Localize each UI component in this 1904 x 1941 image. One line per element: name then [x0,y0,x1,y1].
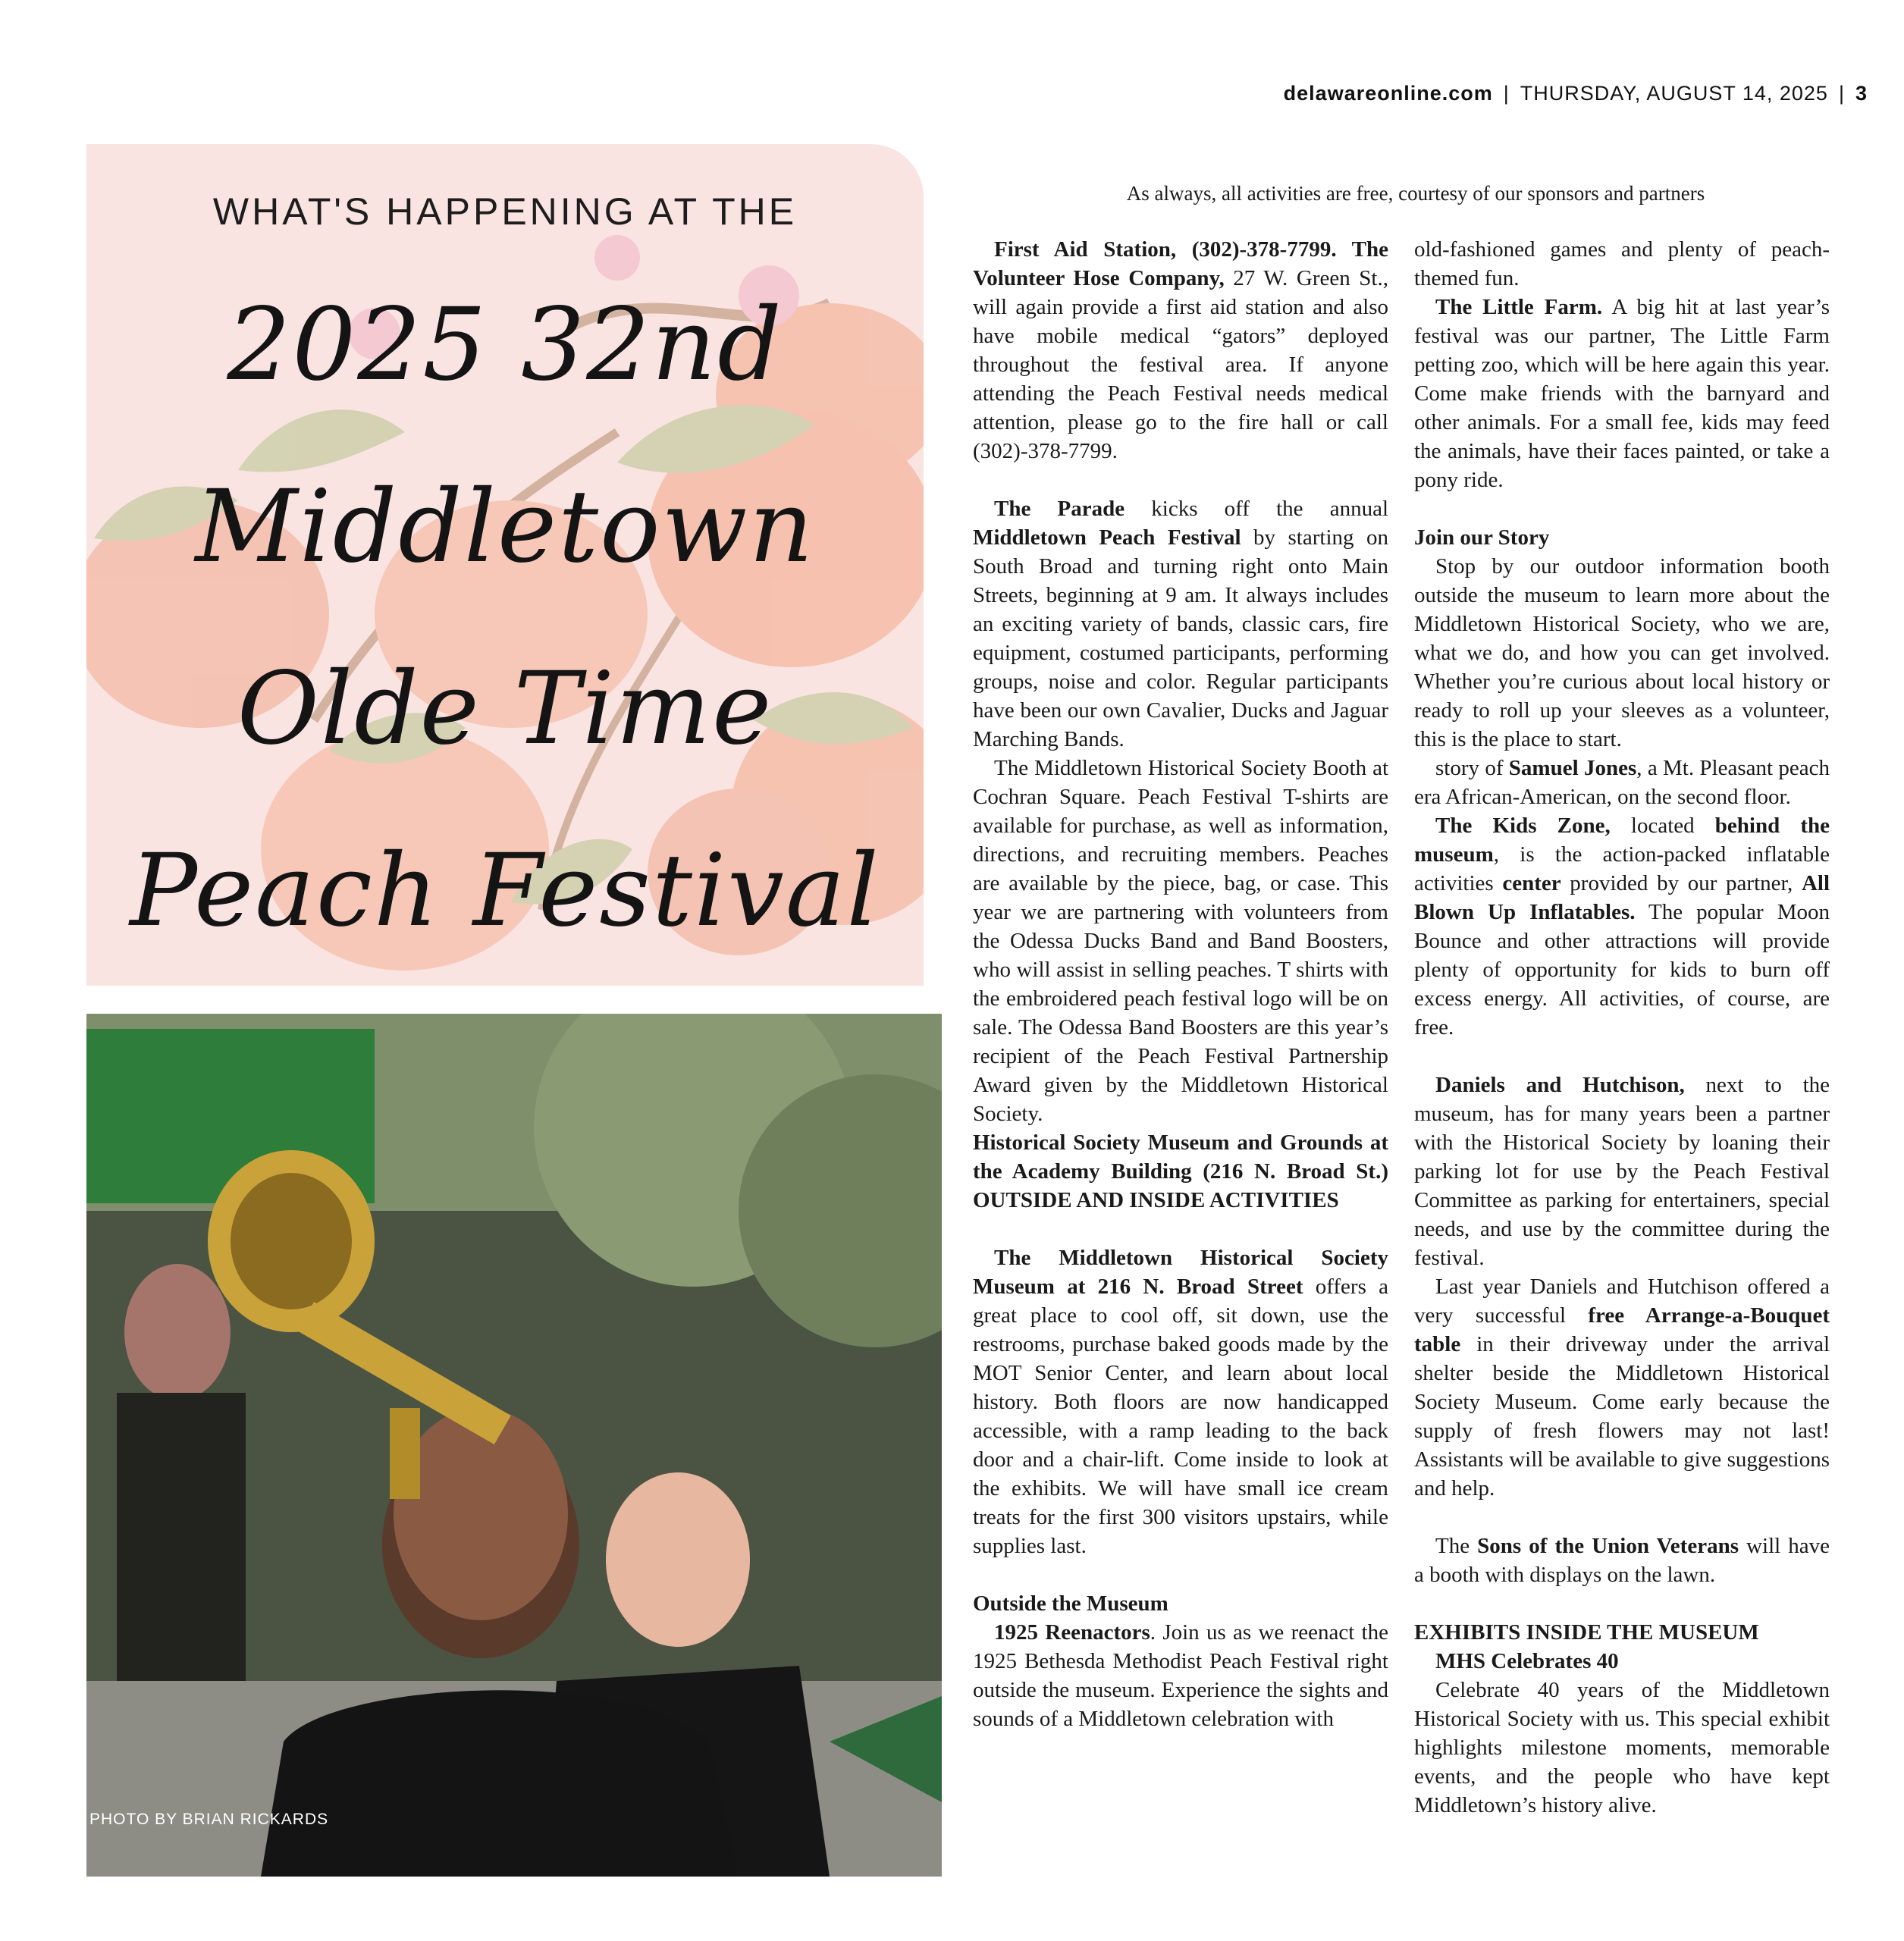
festival-headline [109,254,901,982]
sons-text: The [1435,1534,1478,1558]
paragraph-kids-zone [1414,811,1830,1042]
paragraph-sons-union [1414,1532,1830,1589]
paragraph-story: Stop by our outdoor information booth outside the museum to learn more about the Middletown Historical Society, who we are, what we do, and how you can get involved. Whether you’re curious about local history or ready to roll up your sleeves as a volunteer, this is the place to start. [1414,554,1830,751]
headline-line: Olde Time [237,651,773,767]
sons-text: will have a booth with displays on the lawn. [1414,1534,1830,1587]
spacer [973,466,1388,494]
festival-name: Middletown Peach Festival [973,525,1241,550]
jones-text: story of [1435,756,1509,780]
paragraph-booth: The Middletown Historical Society Booth at Cochran Square. Peach Festival T-shirts are available for purchase, as well as information, directions, and recruiting members. Peaches are available by the piece, bag, or case. This year we are partnering with volunteers from the Odessa Ducks Band and Band Boosters, who will assist in selling peaches. T shirts with the embroidered peach festival logo will be on sale. The Odessa Band Boosters are this year’s recipient of the Peach Festival Partnership Award given by the Middletown Historical Society. [973,756,1388,1126]
museum-label: The Middletown Historical Society Museum at 216 N. Broad Street [973,1246,1388,1299]
daniels-hutchison-label: Daniels and Hutchison, [1435,1073,1685,1097]
spacer [1414,494,1830,523]
kids-zone-text: The popular Moon Bounce and other attractions will provide plenty of opportunity for kids to burn off excess energy. All activities, of course, are free. [1414,900,1830,1039]
outside-heading: Outside the Museum [973,1591,1168,1616]
article-column-2 [1414,235,1830,1820]
paragraph-mhs-40: Celebrate 40 years of the Middletown Historical Society with us. This special exhibit highlights milestone moments, memorable events, and the people who have kept Middletown’s history alive. [1414,1678,1830,1817]
page-number: 3 [1855,82,1868,105]
kids-zone-label: The Kids Zone, [1435,814,1611,838]
headline-line: Peach Festival [130,833,880,949]
paragraph-continued: old-fashioned games and plenty of peach-themed fun. [1414,237,1830,290]
folio-separator: | [1503,82,1510,105]
sons-label: Sons of the Union Veterans [1477,1534,1739,1558]
bouquet-table-label: free Arrange-a-Bouquet table [1414,1303,1830,1356]
parade-text: kicks off the annual [1125,497,1389,521]
photo-illustration [86,1014,942,1877]
story-heading: Join our Story [1414,525,1550,550]
kids-zone-text: provided by our partner, [1561,871,1802,895]
paragraph-daniels-hutchison [1414,1071,1830,1272]
paragraph-first-aid [973,235,1388,466]
issue-date: THURSDAY, AUGUST 14, 2025 [1520,82,1828,105]
little-farm-label: The Little Farm. [1435,295,1603,319]
exhibits-heading: EXHIBITS INSIDE THE MUSEUM [1414,1620,1759,1645]
kids-zone-text: located [1610,814,1715,838]
paragraph-reenactors [973,1618,1388,1733]
spacer [1414,1589,1830,1618]
parade-label: The Parade [994,497,1125,521]
folio-separator: | [1838,82,1845,105]
reenactors-text: . Join us as we reenact the 1925 Bethesda Methodist Peach Festival right outside the museum. Experience the sights and sounds of a Middletown celebration with [973,1620,1388,1731]
site-name: delawareonline.com [1283,82,1493,105]
kids-zone-center: center [1502,871,1561,895]
paragraph-parade [973,494,1388,754]
article-column-1 [973,235,1388,1733]
title-kicker: WHAT'S HAPPENING AT THE [212,190,798,233]
jones-text: , a Mt. Pleasant peach era African-American, on the second floor. [1414,756,1830,809]
intro-line: As always, all activities are free, courtesy of our sponsors and partners [1126,182,1705,205]
photo-credit: PHOTO BY BRIAN RICKARDS [89,1811,329,1828]
little-farm-text: A big hit at last year’s festival was our partner, The Little Farm petting zoo, which will be here again this year. Come make friends with the barnyard and other animals. For a small fee, kids may feed the animals, have their faces painted, or take a pony ride. [1414,295,1830,492]
marching-band-photo [86,1014,942,1877]
headline-line: 2025 32nd [227,287,783,403]
spacer [1414,1042,1830,1071]
last-year-text: Last year Daniels and Hutchison offered a very successful [1414,1275,1830,1328]
paragraph-little-farm [1414,293,1830,494]
festival-title-card [86,144,924,986]
first-aid-text: 27 W. Green St., will again provide a first aid station and also have mobile medical “gators” deployed throughout the festival area. If anyone attending the Peach Festival needs medical attention, please go to the fire hall or call (302)-378-7799. [973,266,1388,463]
paragraph-samuel-jones [1414,754,1830,811]
page-folio [1284,82,1868,105]
parade-text: by starting on South Broad and turning right onto Main Streets, beginning at 9 am. It always includes an exciting variety of bands, classic cars, fire equipment, costumed participants, performing groups, noise and color. Regular participants have been our own Cavalier, Ducks and Jaguar Marching Bands. [973,525,1388,751]
spacer [973,1215,1388,1243]
grounds-heading: Historical Society Museum and Grounds at the Academy Building (216 N. Broad St.) OUTSIDE AND INSIDE ACTIVITIES [973,1130,1388,1212]
paragraph-last-year [1414,1272,1830,1503]
spacer [1414,1503,1830,1532]
kids-zone-text: , is the action-packed inflatable activities [1414,842,1830,895]
daniels-hutchison-text: next to the museum, has for many years been a partner with the Historical Society by loaning their parking lot for use by the Peach Festival Committee as parking for entertainers, special needs, and use by the committee during the festival. [1414,1073,1830,1270]
museum-text: offers a great place to cool off, sit down, use the restrooms, purchase baked goods made by the MOT Senior Center, and learn about local history. Both floors are now handicapped accessible, with a ramp leading to the back door and a chair-lift. Come inside to look at the exhibits. We will have small ice cream treats for the first 300 visitors upstairs, while supplies last. [973,1275,1388,1558]
kids-zone-location: behind the museum [1414,814,1830,867]
kids-zone-partner: All Blown Up Inflatables. [1414,871,1830,924]
last-year-text: in their driveway under the arrival shelter beside the Middletown Historical Society Museum. Come early because the supply of fresh flowers may not last! Assistants will be available to give suggestions and help. [1414,1332,1830,1500]
headline-line: Middletown [195,469,815,585]
reenactors-label: 1925 Reenactors [994,1620,1150,1645]
spacer [973,1560,1388,1589]
jones-name: Samuel Jones [1508,756,1637,780]
paragraph-museum [973,1243,1388,1560]
first-aid-label: First Aid Station, (302)-378-7799. The Volunteer Hose Company, [973,237,1388,290]
mhs-heading: MHS Celebrates 40 [1435,1649,1619,1673]
